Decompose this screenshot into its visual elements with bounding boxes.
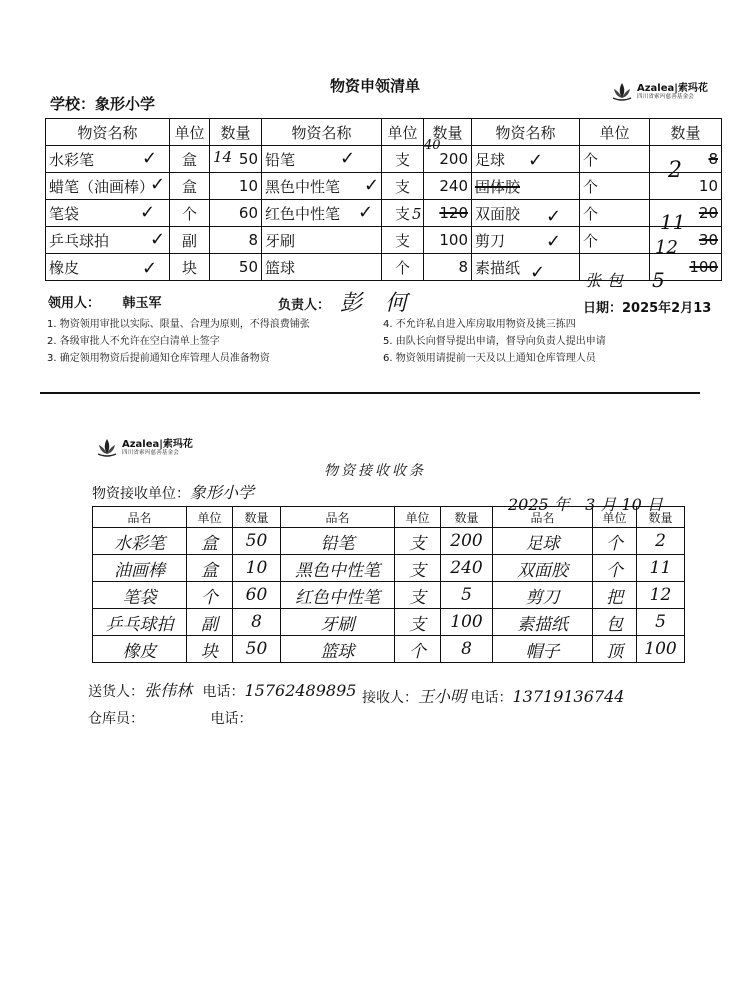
item-qty: 8: [441, 636, 493, 663]
handwritten-qty: 5: [412, 205, 422, 223]
school-value: 象形小学: [95, 95, 156, 113]
item-qty: 8: [210, 227, 262, 254]
rules-right: [383, 316, 606, 367]
item-qty: 11: [637, 555, 685, 582]
item-unit: 个: [593, 528, 637, 555]
item-unit: 盒: [170, 146, 210, 173]
item-name: 橡皮: [46, 254, 170, 281]
item-name: 足球: [472, 146, 580, 173]
item-unit: 个: [593, 555, 637, 582]
item-qty: 100: [650, 254, 722, 281]
check-mark-icon: ✓: [142, 148, 158, 169]
lotus-logo-icon: [95, 436, 119, 460]
item-name: 黑色中性笔: [281, 555, 395, 582]
item-unit: 盒: [187, 528, 233, 555]
check-mark-icon: ✓: [546, 206, 562, 227]
item-unit: 支: [382, 200, 424, 227]
header-cell: 数量: [424, 119, 472, 146]
rule-item: 2. 各级审批人不允许在空白清单上签字: [47, 336, 220, 347]
item-qty: 100: [441, 609, 493, 636]
item-qty: 5: [441, 582, 493, 609]
item-qty: 5: [637, 609, 685, 636]
handwritten-qty: 11: [660, 210, 686, 234]
check-mark-icon: ✓: [150, 229, 166, 250]
table-row: [46, 173, 722, 200]
item-name: 铅笔: [281, 528, 395, 555]
item-qty: 12: [637, 582, 685, 609]
check-mark-icon: ✓: [528, 150, 544, 171]
logo-brand: Azalea|索玛花: [122, 439, 193, 450]
item-name: 篮球: [281, 636, 395, 663]
header-cell: 品名: [93, 507, 187, 528]
logo-form2: [95, 436, 193, 460]
item-name: 橡皮: [93, 636, 187, 663]
item-qty: 50: [210, 254, 262, 281]
sender-line: [88, 678, 356, 701]
item-unit: 支: [395, 555, 441, 582]
receipt-table: [92, 506, 685, 663]
manager-signature: 彭 何: [340, 291, 415, 316]
item-unit: 顶: [593, 636, 637, 663]
item-unit: 副: [170, 227, 210, 254]
receiver-phone: 13719136744: [512, 687, 625, 706]
item-name: 素描纸: [493, 609, 593, 636]
handwritten-qty: 2: [668, 158, 682, 183]
recipient-label: 领用人：: [48, 296, 101, 311]
item-name: 篮球: [262, 254, 382, 281]
header-cell: 数量: [233, 507, 281, 528]
logo-subtitle: 四川省索玛慈善基金会: [637, 94, 695, 100]
item-name: 笔袋: [93, 582, 187, 609]
check-mark-icon: ✓: [364, 175, 380, 196]
rules-left: [47, 316, 310, 367]
header-cell: 单位: [580, 119, 650, 146]
recipient-line: [48, 292, 162, 311]
item-qty: 20: [650, 200, 722, 227]
item-name: 固体胶: [472, 173, 580, 200]
item-qty: 120: [424, 200, 472, 227]
item-qty: 240: [424, 173, 472, 200]
check-mark-icon: ✓: [546, 231, 562, 252]
logo-subtitle: 四川省索玛慈善基金会: [122, 450, 180, 456]
item-name: 笔袋: [46, 200, 170, 227]
item-unit: 块: [170, 254, 210, 281]
receiver-line: [362, 684, 624, 707]
item-name: 剪刀: [493, 582, 593, 609]
item-unit: 个: [382, 254, 424, 281]
item-name: 双面胶: [493, 555, 593, 582]
item-unit: 支: [382, 146, 424, 173]
rule-item: 6. 物资领用请提前一天及以上通知仓库管理人员: [383, 353, 596, 364]
item-unit: 副: [187, 609, 233, 636]
header-cell: 数量: [637, 507, 685, 528]
header-cell: 数量: [650, 119, 722, 146]
warehouse-label: 仓库员：: [88, 711, 144, 727]
rule-item: 1. 物资领用审批以实际、限量、合理为原则，不得浪费铺张: [47, 319, 310, 330]
receiving-unit-label: 物资接收单位：: [92, 486, 190, 502]
item-name: 剪刀: [472, 227, 580, 254]
receiving-unit-line: [92, 480, 254, 503]
school-line: [50, 93, 155, 114]
item-name: 水彩笔: [93, 528, 187, 555]
item-unit: 把: [593, 582, 637, 609]
cut-line: [40, 392, 700, 394]
rule-item: 4. 不允许私自进入库房取用物资及挑三拣四: [383, 319, 576, 330]
handwritten-qty: 40: [424, 138, 441, 153]
handwritten-qty: 5: [652, 268, 665, 292]
sender-phone-label: 电话：: [202, 684, 245, 700]
item-unit: 支: [382, 173, 424, 200]
item-name: 水彩笔: [46, 146, 170, 173]
table-row: [46, 227, 722, 254]
sender-name: 张伟林: [144, 681, 193, 700]
table-row: [93, 609, 685, 636]
request-table-header: [46, 119, 722, 146]
item-unit: 个: [395, 636, 441, 663]
check-mark-icon: ✓: [150, 174, 166, 195]
item-qty: 200: [424, 146, 472, 173]
item-unit: 个: [580, 200, 650, 227]
header-cell: 品名: [281, 507, 395, 528]
item-qty: 60: [210, 200, 262, 227]
item-name: 牙刷: [262, 227, 382, 254]
header-cell: 单位: [382, 119, 424, 146]
check-mark-icon: ✓: [530, 262, 546, 283]
item-name: 乒乓球拍: [46, 227, 170, 254]
header-cell: 数量: [210, 119, 262, 146]
header-cell: 数量: [441, 507, 493, 528]
receipt-table-header: [93, 507, 685, 528]
receiver-phone-label: 电话：: [470, 690, 513, 706]
receiver-name: 王小明: [418, 687, 467, 706]
table-row: [93, 636, 685, 663]
header-cell: 单位: [170, 119, 210, 146]
item-unit: 个: [580, 146, 650, 173]
request-date: 日期：2025年2月13: [583, 301, 712, 316]
item-qty: 2: [637, 528, 685, 555]
item-unit: 支: [395, 582, 441, 609]
item-unit: 支: [395, 609, 441, 636]
item-qty: 10: [233, 555, 281, 582]
logo-brand: Azalea|索玛花: [637, 83, 708, 94]
item-qty: 8: [650, 146, 722, 173]
check-mark-icon: ✓: [340, 148, 356, 169]
item-qty: 8: [424, 254, 472, 281]
manager-label: 负责人：: [278, 298, 331, 313]
item-unit: 包: [593, 609, 637, 636]
receipt-date: 2025 年 3 月 10 日: [508, 495, 663, 514]
item-name: 足球: [493, 528, 593, 555]
item-name: 黑色中性笔: [262, 173, 382, 200]
item-unit: 个: [580, 227, 650, 254]
item-qty: 200: [441, 528, 493, 555]
item-qty: 50: [210, 146, 262, 173]
table-row: [93, 582, 685, 609]
item-qty: 50: [233, 636, 281, 663]
header-cell: 品名: [493, 507, 593, 528]
sender-phone: 15762489895: [244, 681, 357, 700]
item-unit: 支: [382, 227, 424, 254]
check-mark-icon: ✓: [140, 202, 156, 223]
item-name: 双面胶: [472, 200, 580, 227]
item-qty: 10: [210, 173, 262, 200]
header-cell: 物资名称: [262, 119, 382, 146]
handwritten-unit: 包: [607, 271, 624, 290]
item-qty: 50: [233, 528, 281, 555]
item-name: 油画棒: [93, 555, 187, 582]
item-name: 铅笔: [262, 146, 382, 173]
item-name: 红色中性笔: [262, 200, 382, 227]
form1-title: 物资申领清单: [329, 77, 420, 95]
rule-item: 3. 确定领用物资后提前通知仓库管理人员准备物资: [47, 353, 270, 364]
rule-item: 5. 由队长向督导提出申请，督导向负责人提出申请: [383, 336, 606, 347]
check-mark-icon: ✓: [142, 258, 158, 279]
sender-label: 送货人：: [88, 684, 144, 700]
table-row: [93, 528, 685, 555]
item-unit: 支: [395, 528, 441, 555]
item-name: 蜡笔（油画棒）: [46, 173, 170, 200]
header-cell: 单位: [593, 507, 637, 528]
header-cell: 物资名称: [472, 119, 580, 146]
item-unit: 个: [187, 582, 233, 609]
item-qty: 100: [637, 636, 685, 663]
handwritten-unit: 张: [585, 271, 602, 290]
warehouse-line: [88, 708, 252, 728]
form2-title: 物资接收收条: [324, 463, 426, 479]
item-unit: 盒: [170, 173, 210, 200]
header-cell: 单位: [187, 507, 233, 528]
item-qty: 30: [650, 227, 722, 254]
item-unit: 个: [170, 200, 210, 227]
item-unit: 盒: [187, 555, 233, 582]
item-name: 帽子: [493, 636, 593, 663]
item-name: 牙刷: [281, 609, 395, 636]
handwritten-qty: 14: [213, 148, 233, 166]
request-table: [45, 118, 722, 281]
header-cell: 物资名称: [46, 119, 170, 146]
item-unit: 个: [580, 173, 650, 200]
item-qty: 60: [233, 582, 281, 609]
warehouse-phone-label: 电话：: [210, 711, 253, 727]
item-qty: 240: [441, 555, 493, 582]
receiving-unit-value: 象形小学: [190, 483, 255, 502]
item-name: 红色中性笔: [281, 582, 395, 609]
item-unit: 块: [187, 636, 233, 663]
check-mark-icon: ✓: [358, 202, 374, 223]
item-qty: 10: [650, 173, 722, 200]
header-cell: 单位: [395, 507, 441, 528]
item-name: 素描纸: [472, 254, 580, 281]
receiver-label: 接收人：: [362, 690, 418, 706]
item-name: 乒乓球拍: [93, 609, 187, 636]
recipient-name: 韩玉军: [122, 296, 162, 311]
item-qty: 100: [424, 227, 472, 254]
school-label: 学校：: [50, 95, 96, 113]
handwritten-qty: 12: [655, 237, 678, 258]
item-qty: 8: [233, 609, 281, 636]
table-row: [93, 555, 685, 582]
